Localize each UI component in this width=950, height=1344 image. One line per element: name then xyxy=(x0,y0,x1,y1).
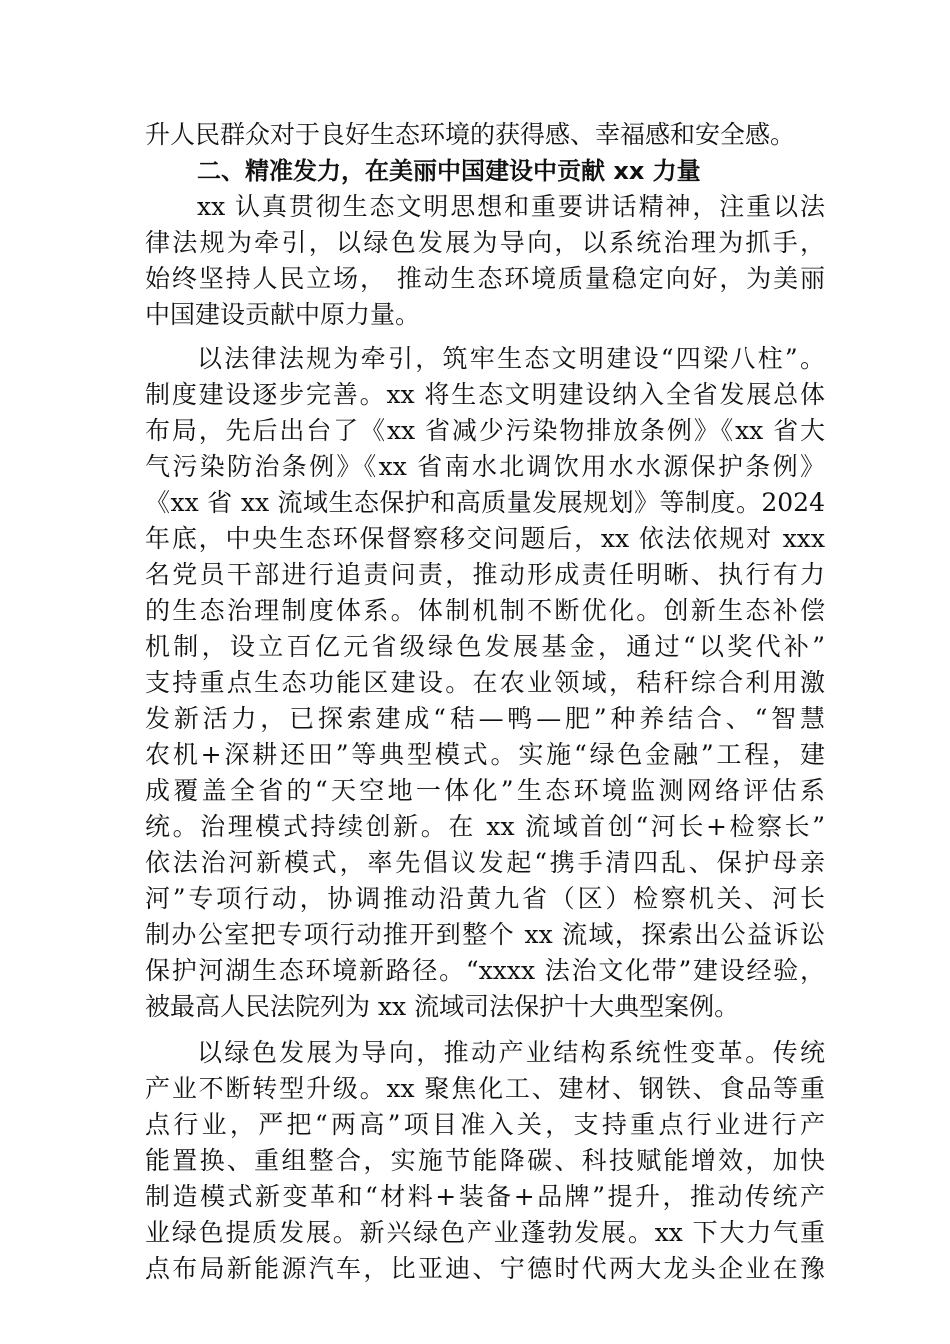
text-line: 被最高人民法院列为 xx 流域司法保护十大典型案例。 xyxy=(145,992,740,1021)
section-heading: 二、精准发力，在美丽中国建设中贡献 xx 力量 xyxy=(197,157,701,185)
text-line: 成覆盖全省的“天空地一体化”生态环境监测网络评估系 xyxy=(145,776,825,805)
text-line: 能置换、重组整合，实施节能降碳、科技赋能增效，加快 xyxy=(145,1146,825,1175)
text-line: 的生态治理制度体系。体制机制不断优化。创新生态补偿 xyxy=(145,596,825,625)
text-line: 支持重点生态功能区建设。在农业领域，秸秆综合利用激 xyxy=(145,668,825,697)
text-line: 升人民群众对于良好生态环境的获得感、幸福感和安全感。 xyxy=(145,120,796,149)
text-line: 制度建设逐步完善。xx 将生态文明建设纳入全省发展总体 xyxy=(145,380,825,409)
text-line: 年底，中央生态环保督察移交问题后，xx 依法依规对 xxx xyxy=(145,524,825,553)
text-line: 业绿色提质发展。新兴绿色产业蓬勃发展。xx 下大力气重 xyxy=(145,1218,825,1247)
text-line: 机制，设立百亿元省级绿色发展基金，通过“以奖代补” xyxy=(145,632,825,661)
text-line: 中国建设贡献中原力量。 xyxy=(145,300,421,329)
text-line: 发新活力，已探索建成“秸—鸭—肥”种养结合、“智慧 xyxy=(145,704,825,733)
text-line: 点布局新能源汽车，比亚迪、宁德时代两大龙头企业在豫 xyxy=(145,1254,825,1283)
text-line: 点行业，严把“两高”项目准入关，支持重点行业进行产 xyxy=(145,1110,825,1139)
text-line: 保护河湖生态环境新路径。“xxxx 法治文化带”建设经验， xyxy=(145,956,825,985)
text-line: 名党员干部进行追责问责，推动形成责任明晰、执行有力 xyxy=(145,560,825,589)
text-line: 产业不断转型升级。xx 聚焦化工、建材、钢铁、食品等重 xyxy=(145,1074,825,1103)
text-line: 制办公室把专项行动推开到整个 xx 流域，探索出公益诉讼 xyxy=(145,920,825,949)
text-line: 律法规为牵引，以绿色发展为导向，以系统治理为抓手， xyxy=(145,228,825,257)
text-line: 河”专项行动，协调推动沿黄九省（区）检察机关、河长 xyxy=(145,884,825,913)
text-line: 农机+深耕还田”等典型模式。实施“绿色金融”工程，建 xyxy=(145,740,825,769)
text-line: 统。治理模式持续创新。在 xx 流域首创“河长+检察长” xyxy=(145,812,825,841)
text-line: 气污染防治条例》《xx 省南水北调饮用水水源保护条例》 xyxy=(145,452,825,481)
text-line: 始终坚持人民立场， 推动生态环境质量稳定向好，为美丽 xyxy=(145,264,825,293)
text-line: 《xx 省 xx 流域生态保护和高质量发展规划》等制度。2024 xyxy=(145,488,825,517)
text-line: 制造模式新变革和“材料+装备+品牌”提升，推动传统产 xyxy=(145,1182,825,1211)
paragraph-first-line: 以法律法规为牵引，筑牢生态文明建设“四梁八柱”。 xyxy=(197,344,825,373)
text-line: 布局，先后出台了《xx 省减少污染物排放条例》《xx 省大 xyxy=(145,416,825,445)
paragraph-first-line: 以绿色发展为导向，推动产业结构系统性变革。传统 xyxy=(197,1038,825,1067)
text-line: 依法治河新模式，率先倡议发起“携手清四乱、保护母亲 xyxy=(145,848,825,877)
paragraph-first-line: xx 认真贯彻生态文明思想和重要讲话精神，注重以法 xyxy=(197,192,825,221)
